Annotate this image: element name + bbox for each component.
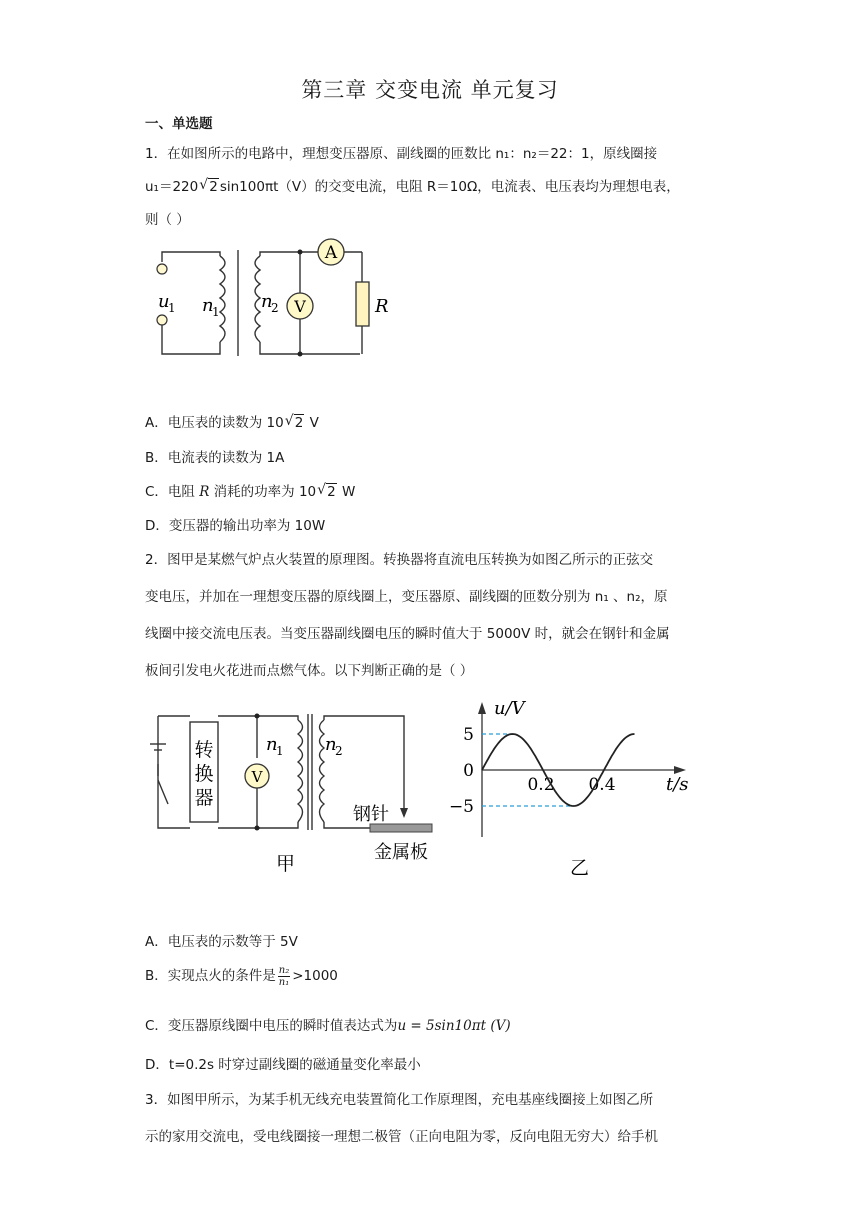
q2-option-b[interactable]: B．实现点火的条件是 $\frac{\text{n₂}}{\text{n₁}}$ >1000 <box>145 964 338 988</box>
svg-text:金属板: 金属板 <box>374 842 428 863</box>
y-axis-label: u/V <box>494 698 525 719</box>
svg-text:n: n <box>266 734 278 755</box>
svg-text:甲: 甲 <box>276 853 296 875</box>
section-heading: 一、单选题 <box>145 116 213 132</box>
q1-circuit-diagram <box>150 236 389 364</box>
q2-ignition-circuit-diagram <box>148 700 448 880</box>
svg-text:R: R <box>375 296 389 317</box>
y-tick-label: 0 <box>463 761 474 781</box>
svg-text:n: n <box>202 295 214 316</box>
svg-text:V: V <box>294 297 306 316</box>
q2-option-c[interactable]: C．变压器原线圈中电压的瞬时值表达式为u = 5sin10πt (V) <box>145 1018 511 1034</box>
svg-text:钢针: 钢针 <box>353 804 389 825</box>
svg-text:换: 换 <box>194 763 214 785</box>
q1-option-d[interactable]: D．变压器的输出功率为 10W <box>145 518 326 534</box>
x-axis-label: t/s <box>666 774 689 795</box>
q1-line-1: 1．在如图所示的电路中，理想变压器原、副线圈的匝数比 n₁：n₂＝22：1，原线圈接 <box>145 146 658 162</box>
q3-line-1: 3．如图甲所示，为某手机无线充电装置简化工作原理图，充电基座线圈接上如图乙所 <box>145 1092 654 1108</box>
svg-text:器: 器 <box>194 787 214 809</box>
sqrt-symbol: √ 2 <box>199 179 219 195</box>
svg-text:1: 1 <box>212 305 220 319</box>
svg-text:n: n <box>261 291 273 312</box>
q1-option-c[interactable]: C．电阻 R 消耗的功率为 10√ 2 W <box>145 480 355 500</box>
q2-line-3: 线圈中接交流电压表。当变压器副线圈电压的瞬时值大于 5000V 时，就会在钢针和金属 <box>145 626 670 642</box>
q2-option-d[interactable]: D．t=0.2s 时穿过副线圈的磁通量变化率最小 <box>145 1057 421 1073</box>
q3-line-2: 示的家用交流电，受电线圈接一理想二极管（正向电阻为零，反向电阻无穷大）给手机 <box>145 1129 658 1145</box>
q1-line-2 <box>145 175 680 195</box>
q2-sine-wave-chart <box>450 692 700 882</box>
svg-text:n: n <box>325 734 337 755</box>
svg-text:1: 1 <box>168 301 176 315</box>
q2-line-2: 变电压，并加在一理想变压器的原线圈上，变压器原、副线圈的匝数分别为 n₁ 、n₂，原 <box>145 589 668 605</box>
svg-text:2: 2 <box>335 744 343 758</box>
svg-text:转: 转 <box>194 739 214 761</box>
q1-formula-start: u₁＝220 <box>145 179 199 195</box>
y-tick-label: 5 <box>463 725 474 745</box>
x-tick-label: 0.2 <box>527 775 555 795</box>
svg-text:A: A <box>324 243 338 263</box>
sqrt-symbol: √ 2 <box>317 484 337 500</box>
q1-option-b[interactable]: B．电流表的读数为 1A <box>145 450 285 466</box>
svg-text:u: u <box>158 291 170 312</box>
q1-line-3: 则（ ） <box>145 212 190 228</box>
q2-line-4: 板间引发电火花进而点燃气体。以下判断正确的是（ ） <box>145 663 474 679</box>
q1-option-a[interactable]: A．电压表的读数为 10√ 2 V <box>145 411 319 431</box>
q2-option-a[interactable]: A．电压表的示数等于 5V <box>145 934 298 950</box>
resistor-icon <box>356 282 369 326</box>
metal-plate-icon <box>370 824 432 832</box>
svg-text:V: V <box>251 768 263 786</box>
page-title: 第三章 交变电流 单元复习 <box>301 78 559 102</box>
x-tick-label: 0.4 <box>588 775 616 795</box>
ratio-fraction: $\frac{\text{n₂}}{\text{n₁}}$ <box>278 964 290 988</box>
figure-caption: 乙 <box>570 857 590 879</box>
y-tick-label: −5 <box>448 797 474 817</box>
q2-line-1: 2．图甲是某燃气炉点火装置的原理图。转换器将直流电压转换为如图乙所示的正弦交 <box>145 552 654 568</box>
svg-text:1: 1 <box>276 744 284 758</box>
svg-text:2: 2 <box>271 301 279 315</box>
sqrt-symbol: √ 2 <box>285 415 305 431</box>
q1-formula-end: sin100πt（V）的交变电流，电阻 R＝10Ω，电流表、电压表均为理想电表， <box>219 179 680 195</box>
